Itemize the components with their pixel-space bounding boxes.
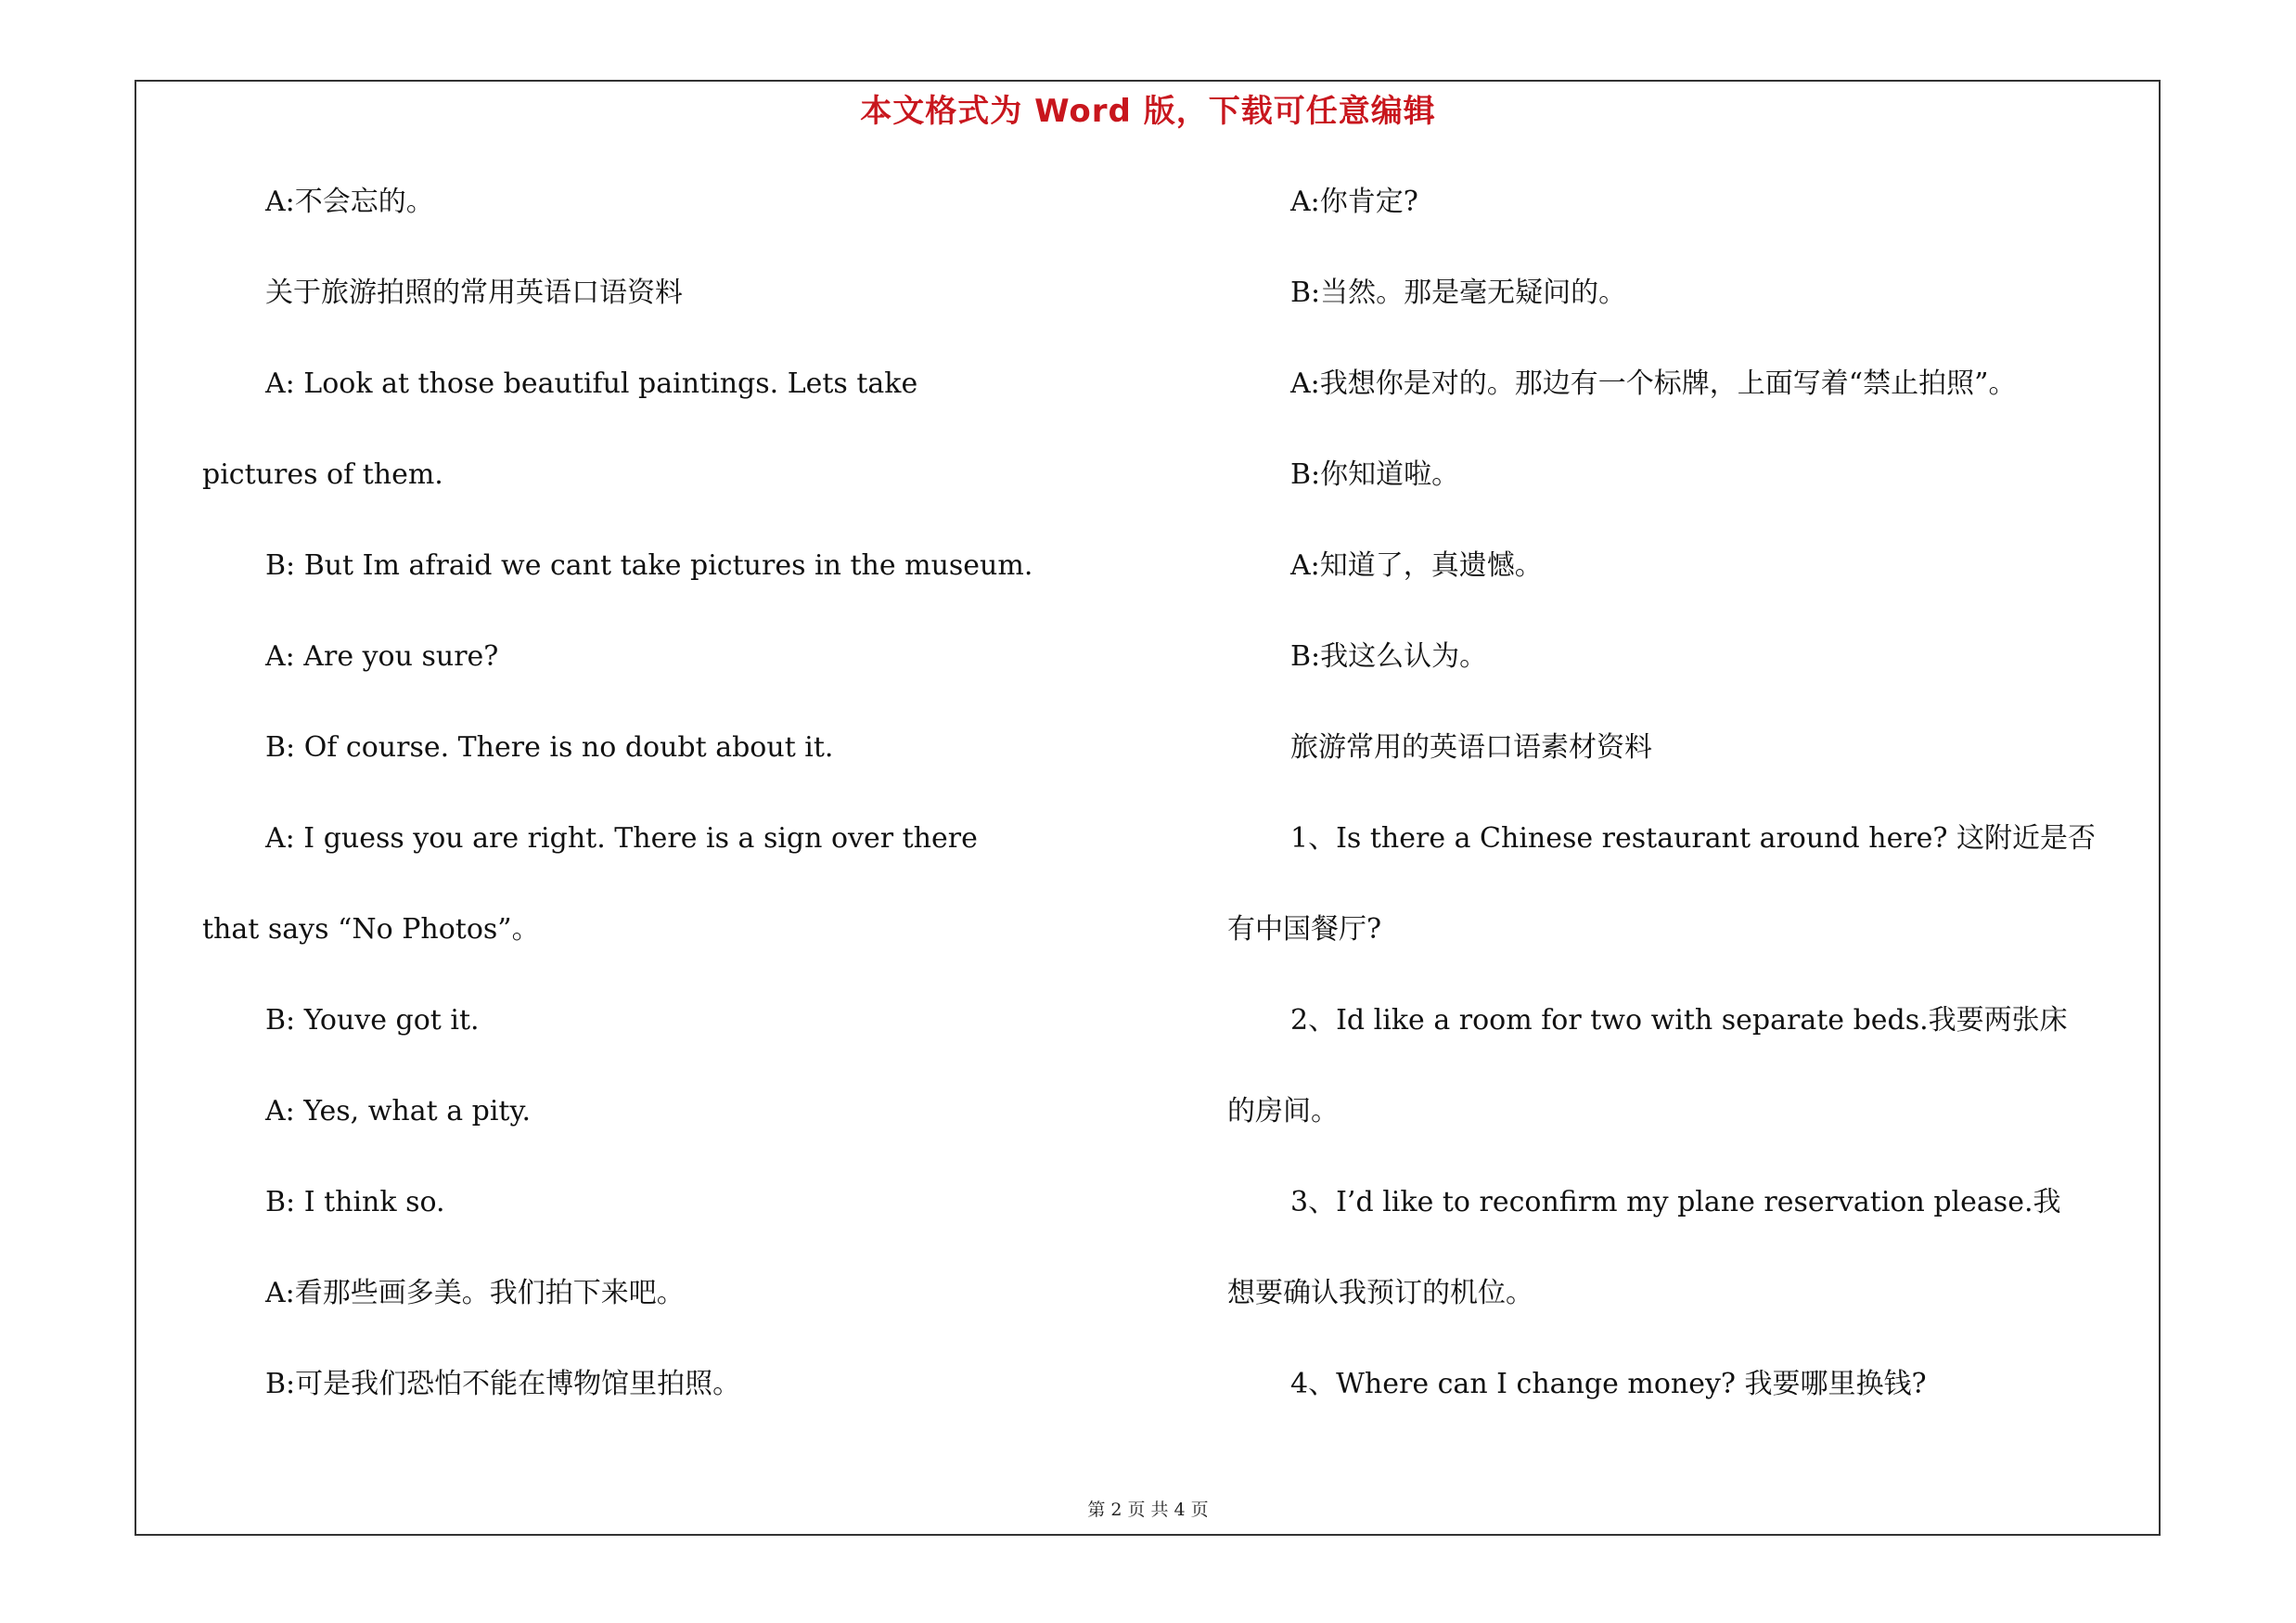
right-column-line: 3、I’d like to reconfirm my plane reservation please.我: [1290, 1186, 2061, 1218]
right-column-line: 想要确认我预订的机位。: [1227, 1277, 1533, 1309]
format-banner: 本文格式为 Word 版，下载可任意编辑: [860, 93, 1436, 130]
left-column-line: B: But Im afraid we cant take pictures in the museum.: [265, 549, 1033, 582]
right-column-line: 4、Where can I change money? 我要哪里换钱?: [1290, 1368, 1927, 1400]
right-column-line: B:我这么认为。: [1290, 640, 1488, 673]
right-column-line: A:你肯定?: [1290, 186, 1418, 218]
left-column-line: A: Yes, what a pity.: [265, 1095, 531, 1127]
right-column-line: 的房间。: [1227, 1095, 1339, 1127]
left-column-line: A:不会忘的。: [265, 186, 434, 218]
right-column-line: 2、Id like a room for two with separate beds.我要两张床: [1290, 1004, 2068, 1037]
left-column-line: that says “No Photos”。: [202, 913, 540, 946]
right-column-line: A:我想你是对的。那边有一个标牌，上面写着“禁止拍照”。: [1290, 367, 2017, 400]
page-footer: 第 2 页 共 4 页: [1087, 1500, 1209, 1520]
left-column-line: A: Are you sure?: [265, 640, 499, 673]
right-column-line: B:你知道啦。: [1290, 458, 1460, 491]
right-column-line: B:当然。那是毫无疑问的。: [1290, 277, 1627, 309]
left-column-line: 关于旅游拍照的常用英语口语资料: [265, 277, 683, 309]
left-column-line: pictures of them.: [202, 458, 443, 491]
right-column-line: 有中国餐厅?: [1227, 913, 1382, 946]
left-column-line: B: I think so.: [265, 1186, 445, 1218]
left-column-line: B:可是我们恐怕不能在博物馆里拍照。: [265, 1368, 741, 1400]
right-column-line: 1、Is there a Chinese restaurant around here? 这附近是否: [1290, 822, 2097, 855]
left-column-line: B: Of course. There is no doubt about it.: [265, 731, 834, 764]
left-column-line: A:看那些画多美。我们拍下来吧。: [265, 1277, 685, 1309]
left-column-line: B: Youve got it.: [265, 1004, 480, 1037]
right-column-line: A:知道了，真遗憾。: [1290, 549, 1543, 582]
right-column-line: 旅游常用的英语口语素材资料: [1290, 731, 1652, 764]
left-column-line: A: Look at those beautiful paintings. Lets take: [265, 367, 918, 400]
left-column-line: A: I guess you are right. There is a sign over there: [265, 822, 978, 855]
